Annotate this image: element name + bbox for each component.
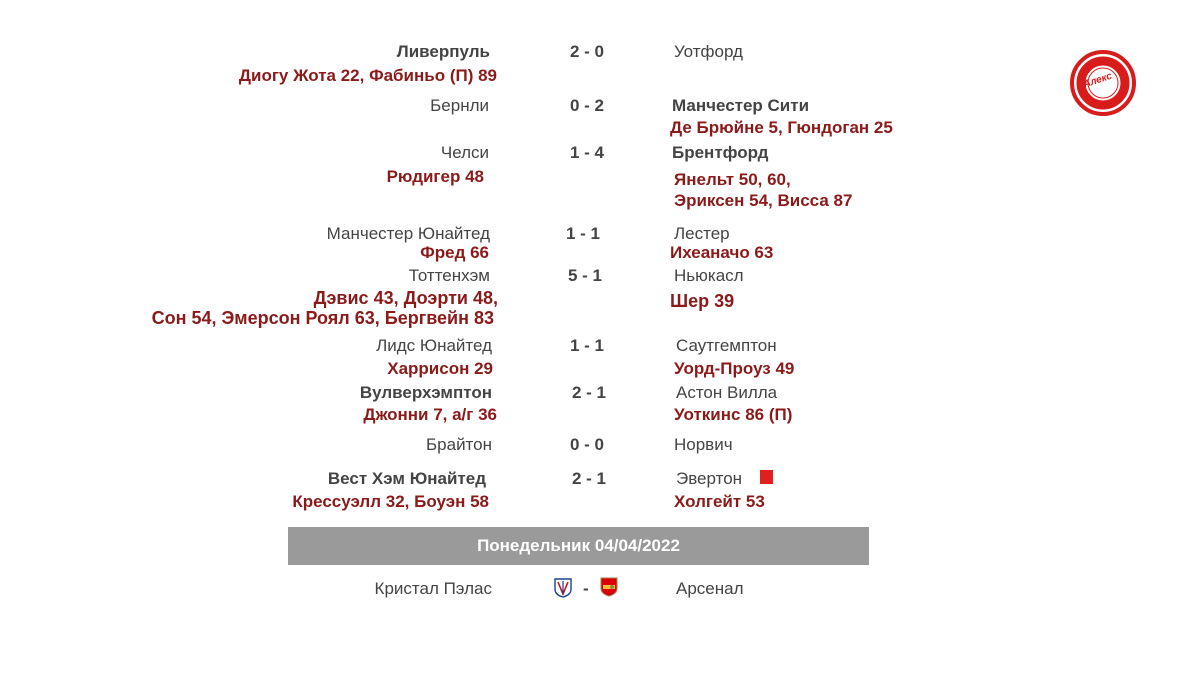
match-score: 1 - 1 (565, 224, 601, 243)
away-team-name: Астон Вилла (676, 383, 778, 402)
alex-sport-logo (1070, 50, 1136, 116)
home-scorers: Крессуэлл 32, Боуэн 58 (292, 492, 489, 511)
away-team-name: Ньюкасл (674, 266, 744, 285)
away-team-name: Брентфорд (672, 143, 769, 162)
home-scorers: Харрисон 29 (387, 359, 493, 378)
home-team-name: Тоттенхэм (408, 266, 490, 285)
upcoming-separator: - (583, 579, 589, 598)
arsenal-crest-icon (600, 577, 618, 597)
away-scorers: Шер 39 (670, 291, 735, 311)
away-scorers-line-1: Янельт 50, 60, (674, 170, 791, 189)
away-team-name: Саутгемптон (676, 336, 777, 355)
home-scorers: Джонни 7, а/г 36 (363, 405, 497, 424)
away-scorers: Ихеаначо 63 (670, 243, 774, 262)
home-scorers: Диогу Жота 22, Фабиньо (П) 89 (238, 66, 497, 85)
away-scorers: Уорд-Проуз 49 (674, 359, 795, 378)
match-score: 2 - 1 (571, 383, 607, 402)
home-team-name: Брайтон (426, 435, 492, 454)
away-team-name: Эвертон (676, 469, 743, 488)
home-scorers: Рюдигер 48 (386, 167, 484, 186)
home-team-name: Бернли (430, 96, 489, 115)
away-team-name: Норвич (674, 435, 733, 454)
away-scorers: Уоткинс 86 (П) (674, 405, 793, 424)
match-score: 5 - 1 (567, 266, 603, 285)
home-team-name: Ливерпуль (396, 42, 490, 61)
match-score: 0 - 0 (569, 435, 605, 454)
away-team-name: Лестер (674, 224, 730, 243)
home-scorers: Фред 66 (420, 243, 489, 262)
home-team-name: Манчестер Юнайтед (326, 224, 490, 243)
match-score: 1 - 4 (569, 143, 605, 162)
home-team-name: Челси (440, 143, 489, 162)
home-team-name: Лидс Юнайтед (376, 336, 492, 355)
away-team-name: Уотфорд (674, 42, 743, 61)
match-score: 2 - 0 (569, 42, 605, 61)
away-scorers: Холгейт 53 (674, 492, 765, 511)
home-team-name: Вулверхэмптон (359, 383, 492, 402)
away-scorers-line-2: Эриксен 54, Висса 87 (674, 191, 853, 210)
home-scorers-line-1: Дэвис 43, Доэрти 48, (313, 288, 498, 308)
match-score: 2 - 1 (571, 469, 607, 488)
red-card-icon (760, 470, 773, 484)
home-team-name: Вест Хэм Юнайтед (327, 469, 486, 488)
away-scorers: Де Брюйне 5, Гюндоган 25 (670, 118, 893, 137)
away-team-name: Манчестер Сити (672, 96, 810, 115)
date-header: Понедельник 04/04/2022 (288, 527, 869, 565)
logo-text: Алекс (1082, 70, 1114, 91)
match-score: 1 - 1 (569, 336, 605, 355)
home-scorers-line-2: Сон 54, Эмерсон Роял 63, Бергвейн 83 (151, 308, 494, 328)
match-score: 0 - 2 (569, 96, 605, 115)
home-team-name: Кристал Пэлас (374, 579, 492, 598)
crystal-palace-crest-icon (554, 578, 572, 598)
away-team-name: Арсенал (676, 579, 744, 598)
